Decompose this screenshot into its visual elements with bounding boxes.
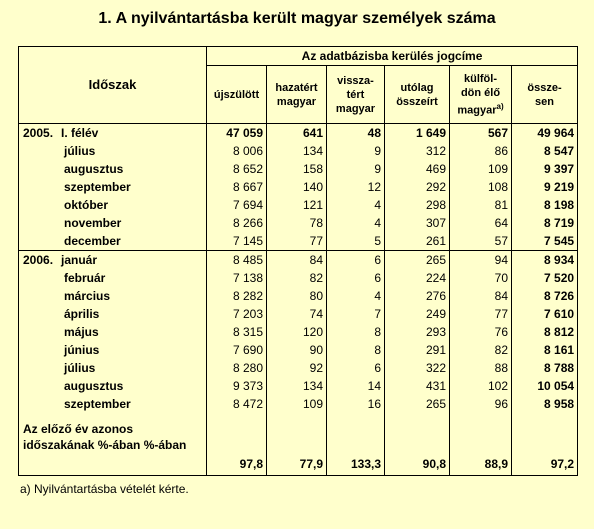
value-cell: 8 006 (207, 142, 267, 160)
value-cell: 8 280 (207, 359, 267, 377)
month-label: október (64, 198, 109, 212)
value-cell: 8 266 (207, 214, 267, 232)
month-label: március (64, 289, 111, 303)
value-cell: 8 788 (512, 359, 578, 377)
period-cell (19, 323, 207, 341)
period-cell (19, 214, 207, 232)
percent-value-cell: 90,8 (385, 413, 450, 476)
column-header-line: külföl- (464, 72, 497, 85)
year-label: 2006. (23, 253, 54, 267)
table-row (19, 359, 578, 377)
value-cell: 16 (327, 395, 385, 413)
value-cell: 108 (450, 178, 512, 196)
year-label: 2005. (23, 126, 54, 140)
column-header-line: újszülött (213, 88, 260, 101)
footnote-mark: a) (496, 101, 504, 111)
value-cell: 70 (450, 269, 512, 287)
percent-value-cell: 133,3 (327, 413, 385, 476)
period-cell (19, 251, 207, 270)
value-cell: 7 694 (207, 196, 267, 214)
value-cell: 8 (327, 323, 385, 341)
value-cell: 641 (267, 124, 327, 143)
value-cell: 96 (450, 395, 512, 413)
value-cell: 88 (450, 359, 512, 377)
value-cell: 469 (385, 160, 450, 178)
value-cell: 265 (385, 395, 450, 413)
period-cell (19, 124, 207, 143)
percent-label (19, 413, 207, 476)
table-row (19, 142, 578, 160)
month-label: július (64, 144, 96, 158)
value-cell: 8 472 (207, 395, 267, 413)
value-cell: 158 (267, 160, 327, 178)
value-cell: 298 (385, 196, 450, 214)
value-cell: 10 054 (512, 377, 578, 395)
value-cell: 8 812 (512, 323, 578, 341)
value-cell: 77 (450, 305, 512, 323)
value-cell: 8 667 (207, 178, 267, 196)
value-cell: 80 (267, 287, 327, 305)
value-cell: 249 (385, 305, 450, 323)
value-cell: 47 059 (207, 124, 267, 143)
value-cell: 9 (327, 142, 385, 160)
period-cell (19, 196, 207, 214)
table-row (19, 251, 578, 270)
value-cell: 102 (450, 377, 512, 395)
percent-label-line: Az előző év azonos (23, 422, 134, 436)
table-row (19, 323, 578, 341)
percent-value-cell: 97,2 (512, 413, 578, 476)
month-label: június (64, 343, 100, 357)
period-header: Időszak (19, 47, 207, 124)
value-cell: 74 (267, 305, 327, 323)
table-row (19, 124, 578, 143)
value-cell: 8 198 (512, 196, 578, 214)
value-cell: 8 485 (207, 251, 267, 270)
value-cell: 9 219 (512, 178, 578, 196)
column-header-line: magyar (335, 102, 376, 115)
value-cell: 7 (327, 305, 385, 323)
month-label: február (64, 271, 106, 285)
value-cell: 49 964 (512, 124, 578, 143)
value-cell: 82 (450, 341, 512, 359)
value-cell: 8 719 (512, 214, 578, 232)
value-cell: 120 (267, 323, 327, 341)
column-header (385, 66, 450, 124)
month-label: július (64, 361, 96, 375)
value-cell: 6 (327, 269, 385, 287)
value-cell: 293 (385, 323, 450, 341)
month-label: január (61, 253, 98, 267)
value-cell: 77 (267, 232, 327, 251)
column-header-line: tért (346, 88, 365, 101)
table-row (19, 178, 578, 196)
period-cell (19, 269, 207, 287)
value-cell: 90 (267, 341, 327, 359)
footnote: a) Nyilvántartásba vételét kérte. (20, 482, 189, 496)
table-row (19, 160, 578, 178)
value-cell: 7 138 (207, 269, 267, 287)
value-cell: 9 397 (512, 160, 578, 178)
month-label: augusztus (64, 379, 124, 393)
value-cell: 8 547 (512, 142, 578, 160)
percent-value-cell: 77,9 (267, 413, 327, 476)
value-cell: 134 (267, 142, 327, 160)
value-cell: 78 (267, 214, 327, 232)
value-cell: 140 (267, 178, 327, 196)
value-cell: 7 145 (207, 232, 267, 251)
month-label: szeptember (64, 180, 131, 194)
value-cell: 276 (385, 287, 450, 305)
value-cell: 64 (450, 214, 512, 232)
month-label: december (64, 234, 121, 248)
percent-label-line: időszakának %-ában %-ában (23, 438, 187, 452)
value-cell: 7 520 (512, 269, 578, 287)
column-header-line: vissza- (337, 74, 374, 87)
value-cell: 8 934 (512, 251, 578, 270)
value-cell: 7 203 (207, 305, 267, 323)
value-cell: 6 (327, 359, 385, 377)
value-cell: 84 (267, 251, 327, 270)
value-cell: 8 315 (207, 323, 267, 341)
group-header: Az adatbázisba kerülés jogcíme (207, 47, 578, 66)
column-header-line: összeírt (396, 95, 438, 108)
value-cell: 7 610 (512, 305, 578, 323)
value-cell: 261 (385, 232, 450, 251)
value-cell: 5 (327, 232, 385, 251)
period-cell (19, 305, 207, 323)
table-row (19, 196, 578, 214)
value-cell: 8 726 (512, 287, 578, 305)
value-cell: 1 649 (385, 124, 450, 143)
column-header (327, 66, 385, 124)
value-cell: 81 (450, 196, 512, 214)
table-row (19, 214, 578, 232)
value-cell: 8 958 (512, 395, 578, 413)
period-cell (19, 178, 207, 196)
value-cell: 224 (385, 269, 450, 287)
value-cell: 92 (267, 359, 327, 377)
column-header (512, 66, 578, 124)
value-cell: 109 (450, 160, 512, 178)
value-cell: 4 (327, 214, 385, 232)
value-cell: 12 (327, 178, 385, 196)
month-label: I. félév (61, 126, 99, 140)
month-label: május (64, 325, 99, 339)
data-table (18, 46, 578, 476)
table-row (19, 341, 578, 359)
value-cell: 291 (385, 341, 450, 359)
column-header-line: sen (535, 95, 554, 108)
value-cell: 134 (267, 377, 327, 395)
column-header-line: magyar (457, 104, 497, 117)
value-cell: 292 (385, 178, 450, 196)
value-cell: 312 (385, 142, 450, 160)
period-cell (19, 160, 207, 178)
column-header (267, 66, 327, 124)
column-header-line: össze- (527, 81, 562, 94)
period-cell (19, 287, 207, 305)
value-cell: 322 (385, 359, 450, 377)
value-cell: 9 373 (207, 377, 267, 395)
value-cell: 431 (385, 377, 450, 395)
value-cell: 6 (327, 251, 385, 270)
table-row (19, 269, 578, 287)
value-cell: 57 (450, 232, 512, 251)
value-cell: 86 (450, 142, 512, 160)
value-cell: 567 (450, 124, 512, 143)
table-row (19, 395, 578, 413)
month-label: augusztus (64, 162, 124, 176)
value-cell: 82 (267, 269, 327, 287)
page-title: 1. A nyilvántartásba került magyar személyek száma (98, 10, 496, 27)
value-cell: 94 (450, 251, 512, 270)
table-row (19, 305, 578, 323)
value-cell: 8 652 (207, 160, 267, 178)
period-cell (19, 232, 207, 251)
value-cell: 14 (327, 377, 385, 395)
value-cell: 109 (267, 395, 327, 413)
period-cell (19, 341, 207, 359)
column-header (207, 66, 267, 124)
value-cell: 8 282 (207, 287, 267, 305)
value-cell: 8 161 (512, 341, 578, 359)
value-cell: 84 (450, 287, 512, 305)
period-cell (19, 142, 207, 160)
value-cell: 76 (450, 323, 512, 341)
value-cell: 9 (327, 160, 385, 178)
column-header-line: utólag (400, 81, 434, 94)
month-label: április (64, 307, 100, 321)
value-cell: 4 (327, 287, 385, 305)
month-label: november (64, 216, 122, 230)
value-cell: 7 545 (512, 232, 578, 251)
value-cell: 265 (385, 251, 450, 270)
value-cell: 7 690 (207, 341, 267, 359)
month-label: szeptember (64, 397, 131, 411)
table-row (19, 232, 578, 251)
table-row (19, 377, 578, 395)
period-cell (19, 377, 207, 395)
period-cell (19, 395, 207, 413)
value-cell: 48 (327, 124, 385, 143)
percent-value-cell: 88,9 (450, 413, 512, 476)
percent-row (19, 413, 578, 476)
table-row (19, 287, 578, 305)
value-cell: 4 (327, 196, 385, 214)
column-header (450, 66, 512, 124)
value-cell: 121 (267, 196, 327, 214)
value-cell: 8 (327, 341, 385, 359)
value-cell: 307 (385, 214, 450, 232)
column-header-line: magyar (276, 95, 317, 108)
period-cell (19, 359, 207, 377)
column-header-line: dön élő (460, 86, 501, 99)
percent-value-cell: 97,8 (207, 413, 267, 476)
column-header-line: hazatért (275, 81, 318, 94)
